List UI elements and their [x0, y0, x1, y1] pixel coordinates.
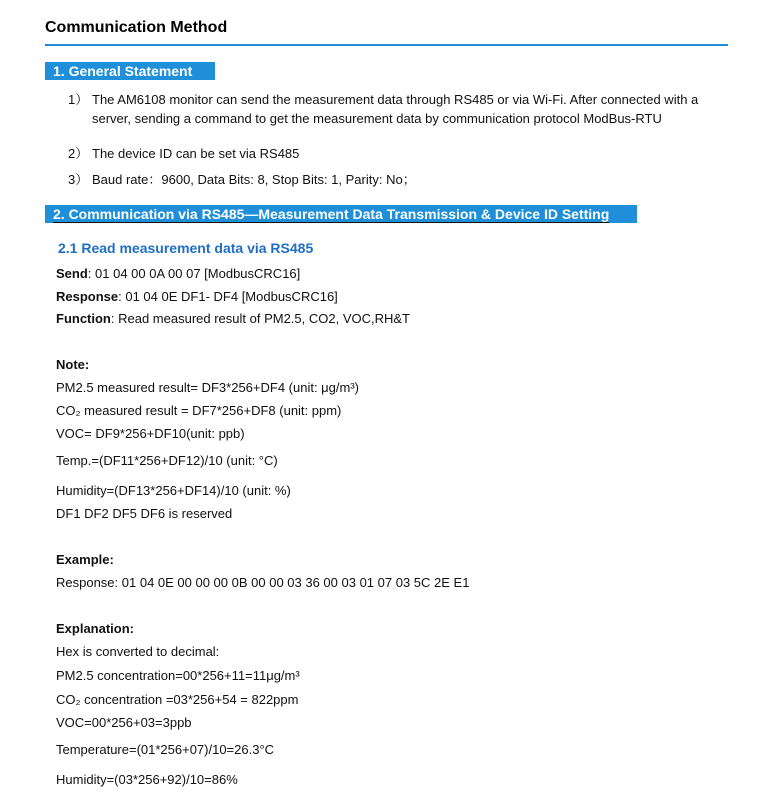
note-line: Temp.=(DF11*256+DF12)/10 (unit: °C): [56, 453, 278, 468]
example-line: Response: 01 04 0E 00 00 00 0B 00 00 03 36 00 03 01 07 03 5C 2E E1: [56, 575, 470, 590]
response-line: [56, 289, 338, 304]
list-item: [68, 143, 299, 162]
function-value: : Read measured result of PM2.5, CO2, VOC,RH&T: [110, 311, 410, 326]
list-item-text: The device ID can be set via RS485: [92, 146, 300, 161]
note-line: CO₂ measured result = DF7*256+DF8 (unit: ppm): [56, 403, 342, 418]
list-item-number: 1）: [68, 92, 89, 107]
explanation-line: Humidity=(03*256+92)/10=86%: [56, 772, 238, 787]
response-value: : 01 04 0E DF1- DF4 [ModbusCRC16]: [118, 289, 338, 304]
example-label: Example:: [56, 552, 114, 567]
note-line: Humidity=(DF13*256+DF14)/10 (unit: %): [56, 483, 291, 498]
explanation-line: CO₂ concentration =03*256+54 = 822ppm: [56, 692, 299, 707]
note-line: PM2.5 measured result= DF3*256+DF4 (unit: μg/m³): [56, 380, 359, 395]
list-item-number: 3）: [68, 172, 89, 187]
note-label: Note:: [56, 357, 90, 372]
send-line: [56, 266, 300, 281]
list-item: [68, 89, 698, 108]
function-label: Function: [56, 311, 111, 326]
list-item: [68, 169, 416, 188]
subsection-heading: 2.1 Read measurement data via RS485: [58, 240, 314, 256]
section-1-heading-text: 1. General Statement: [53, 63, 193, 79]
explanation-line: VOC=00*256+03=3ppb: [56, 715, 192, 730]
send-label: Send: [56, 266, 88, 281]
list-item-text: The AM6108 monitor can send the measurement data through RS485 or via Wi-Fi. After connected with a: [92, 92, 699, 107]
explanation-line: Hex is converted to decimal:: [56, 644, 220, 659]
title-divider: [45, 44, 728, 46]
response-label: Response: [56, 289, 119, 304]
list-item-text: Baud rate：9600, Data Bits: 8, Stop Bits: 1, Parity: No；: [92, 172, 416, 187]
list-item-continuation: server, sending a command to get the measurement data by communication protocol ModBus-RTU: [92, 111, 662, 126]
explanation-line: Temperature=(01*256+07)/10=26.3°C: [56, 742, 275, 757]
page-title: Communication Method: [45, 19, 228, 36]
section-1-heading: [45, 62, 215, 80]
section-2-heading-text: 2. Communication via RS485—Measurement Data Transmission & Device ID Setting: [53, 206, 610, 222]
explanation-line: PM2.5 concentration=00*256+11=11μg/m³: [56, 668, 300, 683]
note-line: DF1 DF2 DF5 DF6 is reserved: [56, 506, 233, 521]
function-line: [56, 311, 410, 326]
explanation-label: Explanation:: [56, 621, 135, 636]
note-line: VOC= DF9*256+DF10(unit: ppb): [56, 426, 245, 441]
list-item-number: 2）: [68, 146, 89, 161]
section-2-heading: [45, 205, 637, 223]
send-value: : 01 04 00 0A 00 07 [ModbusCRC16]: [87, 266, 301, 281]
